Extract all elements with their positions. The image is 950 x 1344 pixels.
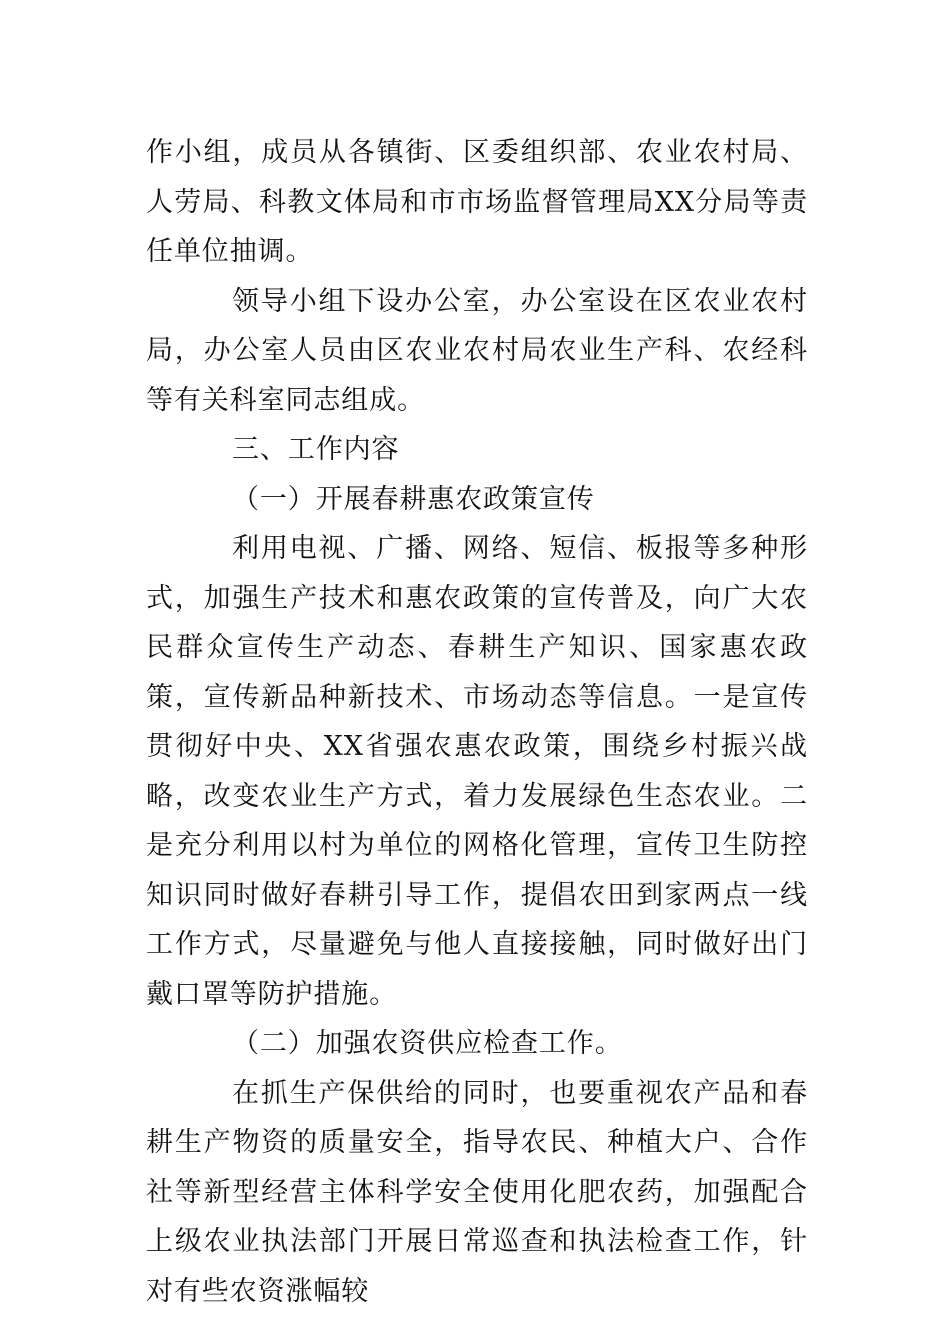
document-body (146, 128, 808, 1316)
section-heading-work-content: 三、工作内容 (232, 434, 400, 465)
paragraph-office-setup: 领导小组下设办公室，办公室设在区农业农村局，办公室人员由区农业农村局农业生产科、农经科等有关科室同志组成。 (146, 285, 808, 416)
paragraph-policy-publicity: 利用电视、广播、网络、短信、板报等多种形式，加强生产技术和惠农政策的宣传普及，向广大农民群众宣传生产动态、春耕生产知识、国家惠农政策，宣传新品种新技术、市场动态等信息。一是宣传贯彻好中央、XX省强农惠农政策，围绕乡村振兴战略，改变农业生产方式，着力发展绿色生态农业。二是充分利用以村为单位的网格化管理，宣传卫生防控知识同时做好春耕引导工作，提倡农田到家两点一线工作方式，尽量避免与他人直接接触，同时做好出门戴口罩等防护措施。 (146, 533, 808, 1010)
paragraph-supply-inspection: 在抓生产保供给的同时，也要重视农产品和春耕生产物资的质量安全，指导农民、种植大户、合作社等新型经营主体科学安全使用化肥农药，加强配合上级农业执法部门开展日常巡查和执法检查工作，针对有些农资涨幅较 (146, 1077, 808, 1307)
subsection-heading-supply-inspection: （二）加强农资供应检查工作。 (232, 1028, 623, 1059)
paragraph-task-force-members: 作小组，成员从各镇街、区委组织部、农业农村局、人劳局、科教文体局和市市场监督管理局XX分局等责任单位抽调。 (146, 137, 808, 267)
subsection-heading-policy-publicity: （一）开展春耕惠农政策宣传 (232, 483, 595, 515)
